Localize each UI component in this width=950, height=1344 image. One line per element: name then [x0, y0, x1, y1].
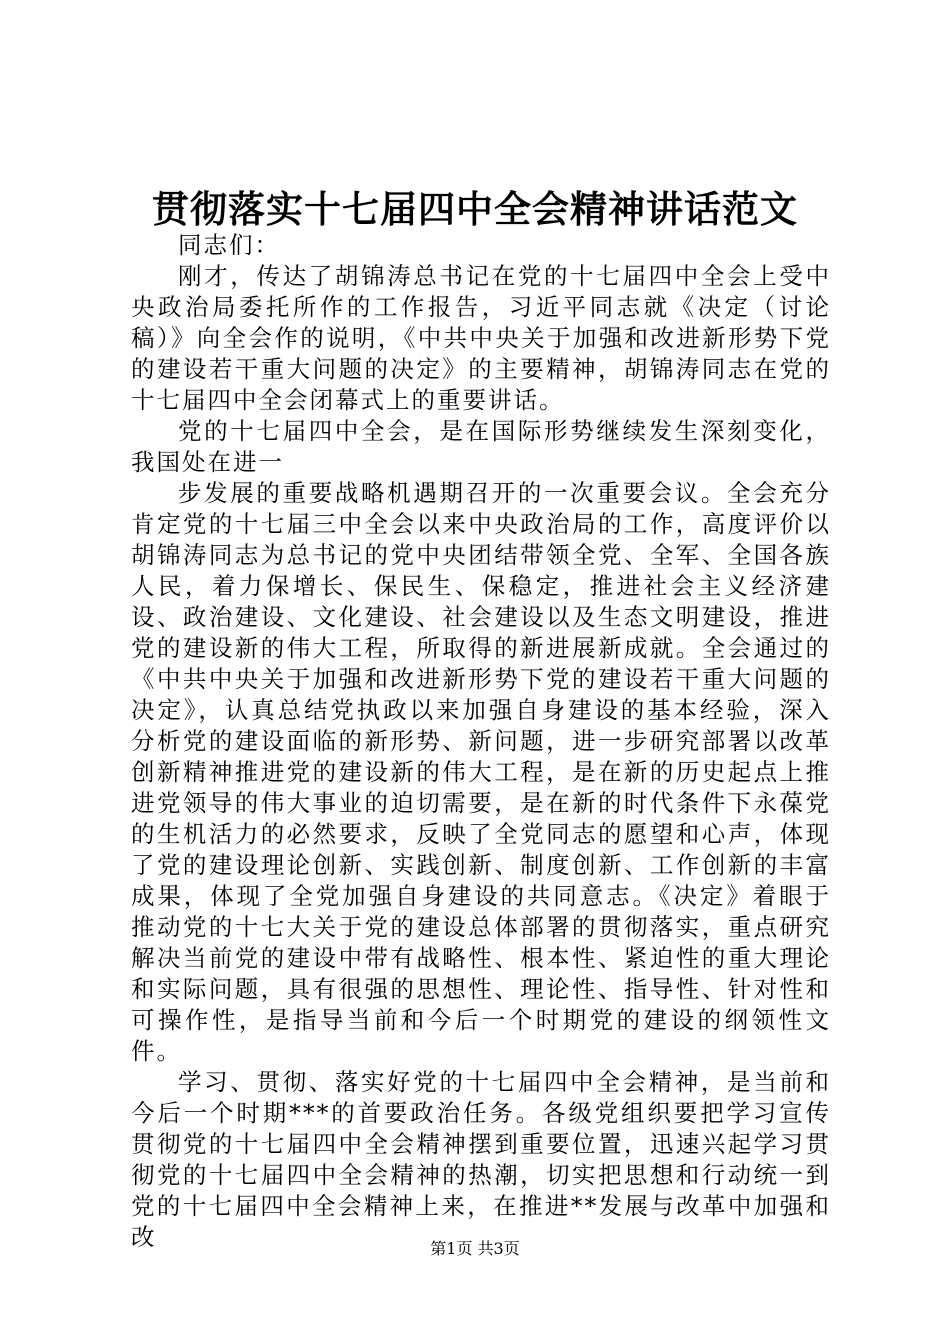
paragraph: 学习、贯彻、落实好党的十七届四中全会精神，是当前和今后一个时期***的首要政治任务。各级党组织要把学习宣传贯彻党的十七届四中全会精神摆到重要位置，迅速兴起学习贯彻党的十七届四中全会精神的热潮，切实把思想和行动统一到党的十七届四中全会精神上来，在推进**发展与改革中加强和改 [131, 1068, 831, 1251]
paragraph: 党的十七届四中全会，是在国际形势继续发生深刻变化，我国处在进一 [131, 417, 831, 476]
salutation: 同志们： [178, 231, 280, 259]
paragraph: 步发展的重要战略机遇期召开的一次重要会议。全会充分肯定党的十七届三中全会以来中央政治局的工作，高度评价以胡锦涛同志为总书记的党中央团结带领全党、全军、全国各族人民，着力保增长、保民生、保稳定，推进社会主义经济建设、政治建设、文化建设、社会建设以及生态文明建设，推进党的建设新的伟大工程，所取得的新进展新成就。全会通过的《中共中央关于加强和改进新形势下党的建设若干重大问题的决定》，认真总结党执政以来加强自身建设的基本经验，深入分析党的建设面临的新形势、新问题，进一步研究部署以改革创新精神推进党的建设新的伟大工程，是在新的历史起点上推进党领导的伟大事业的迫切需要，是在新的时代条件下永葆党的生机活力的必然要求，反映了全党同志的愿望和心声，体现了党的建设理论创新、实践创新、制度创新、工作创新的丰富成果，体现了全党加强自身建设的共同意志。《决定》着眼于推动党的十七大关于党的建设总体部署的贯彻落实，重点研究解决当前党的建设中带有战略性、根本性、紧迫性的重大理论和实际问题，具有很强的思想性、理论性、指导性、针对性和可操作性，是指导当前和今后一个时期党的建设的纲领性文件。 [131, 479, 831, 1065]
page-number-footer: 第1页 共3页 [430, 1239, 520, 1258]
document-title: 贯彻落实十七届四中全会精神讲话范文 [152, 187, 798, 231]
document-body [131, 230, 831, 1253]
paragraph: 刚才，传达了胡锦涛总书记在党的十七届四中全会上受中央政治局委托所作的工作报告，习近平同志就《决定（讨论稿）》向全会作的说明，《中共中央关于加强和改进新形势下党的建设若干重大问题的决定》的主要精神，胡锦涛同志在党的十七届四中全会闭幕式上的重要讲话。 [131, 262, 831, 414]
